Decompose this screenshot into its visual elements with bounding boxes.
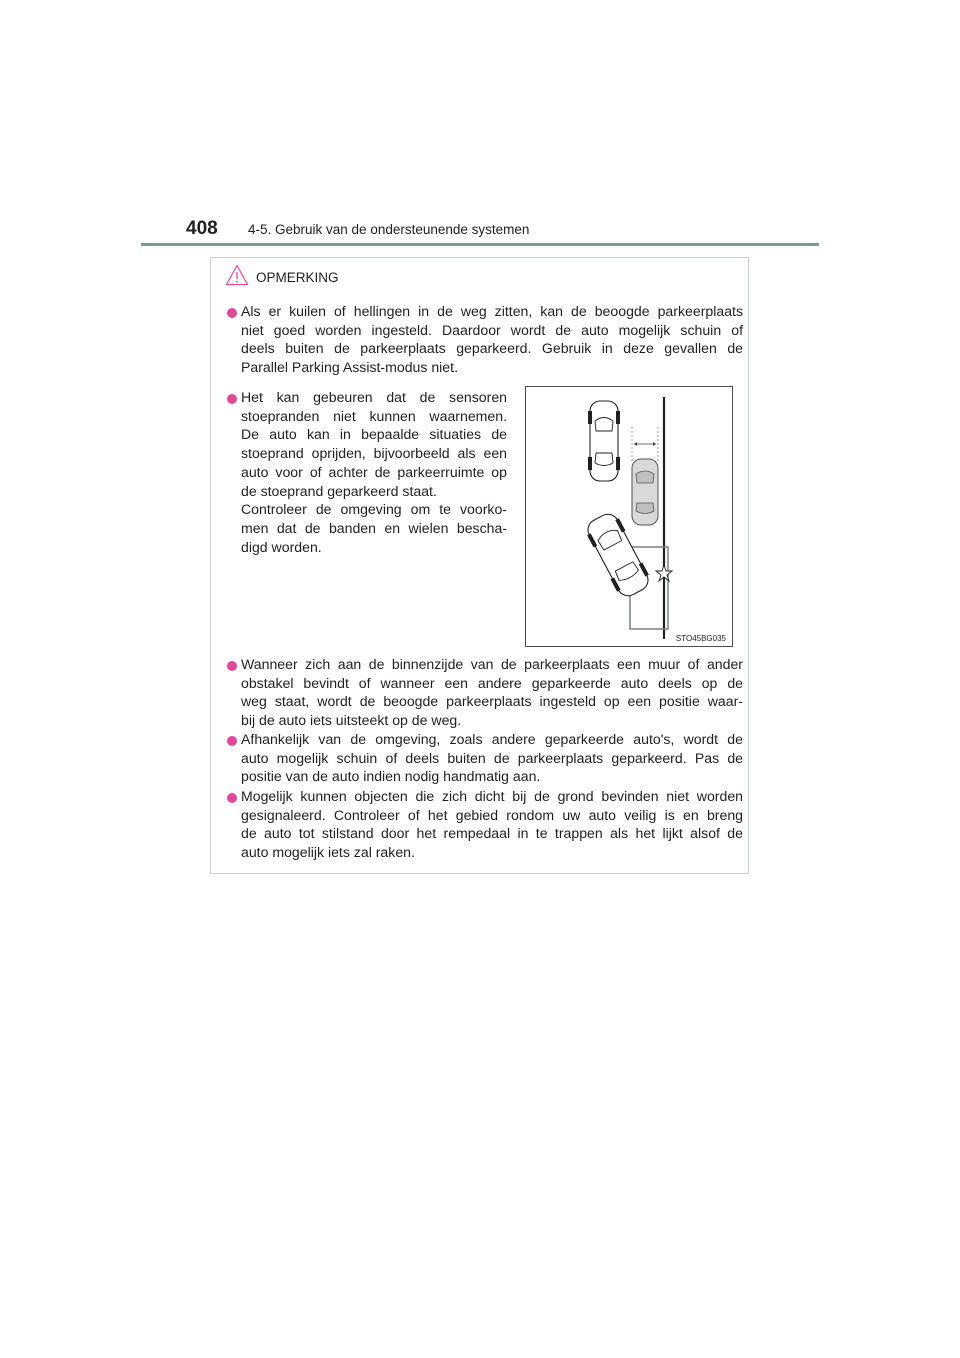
notice-item-text — [241, 787, 743, 862]
notice-title: OPMERKING — [256, 270, 339, 285]
text-line: de auto tot stilstand door het rempedaal in te trappen als het lijkt alsof de — [241, 825, 743, 842]
header-rule — [141, 243, 819, 246]
text-line: auto voor of achter de parkeerruimte op — [241, 463, 507, 480]
text-line: bij de auto iets uitsteekt op de weg. — [241, 712, 462, 729]
notice-item-text — [241, 388, 507, 556]
text-line: Parallel Parking Assist-modus niet. — [241, 359, 458, 376]
text-line: deels buiten de parkeerplaats geparkeerd. Gebruik in deze gevallen de — [241, 340, 743, 357]
text-line: auto mogelijk iets zal raken. — [241, 844, 415, 861]
section-title: 4-5. Gebruik van de ondersteunende systemen — [248, 222, 530, 237]
bullet-icon — [227, 736, 237, 746]
notice-box — [210, 257, 749, 874]
text-line: Het kan gebeuren dat de sensoren — [241, 389, 507, 405]
notice-item — [227, 302, 743, 377]
notice-item-text — [241, 730, 743, 786]
bullet-icon — [227, 394, 237, 404]
page-number: 408 — [186, 218, 218, 239]
text-line: Mogelijk kunnen objecten die zich dicht bij de grond bevinden niet worden — [241, 788, 743, 804]
text-line: gesignaleerd. Controleer of het gebied rondom uw auto veilig is en breng — [241, 806, 743, 823]
text-line: stoeprand oprijden, bijvoorbeeld als een — [241, 445, 507, 462]
parking-diagram — [526, 387, 732, 646]
text-line: obstakel bevindt of wanneer een andere geparkeerde auto deels op de — [241, 674, 743, 691]
notice-item — [227, 730, 743, 786]
notice-item — [227, 787, 743, 862]
text-line: stoepranden niet kunnen waarnemen. — [241, 407, 507, 424]
bullet-icon — [227, 308, 237, 318]
notice-item-text — [241, 302, 743, 377]
figure-code: STO45BG035 — [675, 634, 726, 643]
text-line: de stoeprand geparkeerd staat. — [241, 482, 437, 499]
parking-illustration — [525, 386, 733, 647]
text-line: Controleer de omgeving om te voorko- — [241, 501, 507, 518]
text-line: weg staat, wordt de beoogde parkeerplaats ingesteld op een positie waar- — [241, 693, 743, 710]
notice-item-text — [241, 655, 743, 730]
bullet-icon — [227, 793, 237, 803]
text-line: auto mogelijk schuin of deels buiten de parkeerplaats geparkeerd. Pas de — [241, 749, 743, 766]
notice-item — [227, 388, 507, 556]
warning-triangle-icon — [225, 264, 249, 286]
text-line: digd worden. — [241, 538, 322, 555]
text-line: men dat de banden en wielen bescha- — [241, 519, 507, 536]
car-top — [588, 401, 620, 481]
text-line: niet goed worden ingesteld. Daardoor wordt de auto mogelijk schuin of — [241, 321, 743, 338]
notice-item — [227, 655, 743, 730]
text-line: positie van de auto indien nodig handmatig aan. — [241, 768, 541, 785]
bullet-icon — [227, 661, 237, 671]
text-line: Wanneer zich aan de binnenzijde van de parkeerplaats een muur of ander — [241, 656, 743, 672]
car-grey — [632, 459, 658, 525]
text-line: Afhankelijk van de omgeving, zoals andere geparkeerde auto's, wordt de — [241, 731, 743, 747]
text-line: Als er kuilen of hellingen in de weg zitten, kan de beoogde parkeerplaats — [241, 303, 743, 319]
text-line: De auto kan in bepaalde situaties de — [241, 426, 507, 443]
